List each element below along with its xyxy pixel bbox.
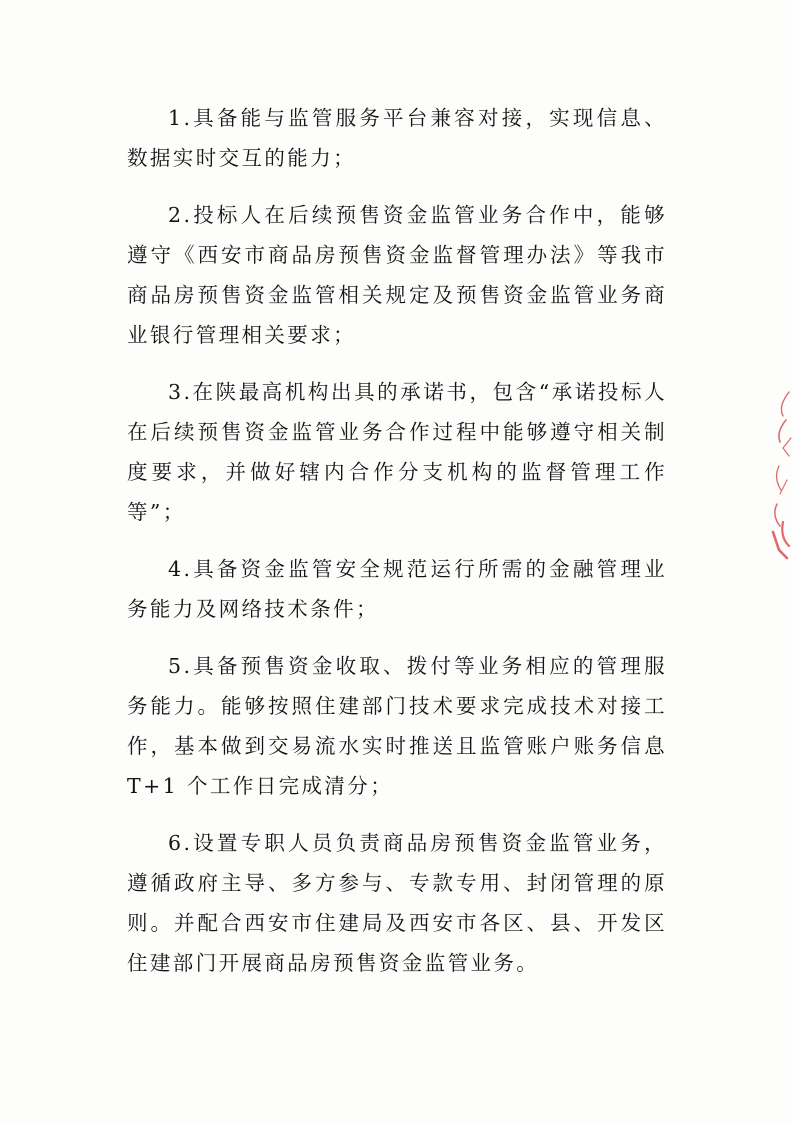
red-seal-fragment — [753, 382, 793, 567]
requirement-item-1: 1.具备能与监管服务平台兼容对接，实现信息、数据实时交互的能力； — [127, 106, 667, 170]
seal-fragment-graphic — [753, 382, 793, 567]
requirement-item-3: 3.在陕最高机构出具的承诺书，包含“承诺投标人在后续预售资金监管业务合作过程中能够遵守相关制度要求，并做好辖内合作分支机构的监督管理工作等”； — [127, 380, 667, 524]
requirement-item-4: 4.具备资金监管安全规范运行所需的金融管理业务能力及网络技术条件； — [127, 557, 667, 621]
requirement-item-6: 6.设置专职人员负责商品房预售资金监管业务，遵循政府主导、多方参与、专款专用、封闭管理的原则。并配合西安市住建局及西安市各区、县、开发区住建部门开展商品房预售资金监管业务。 — [127, 831, 667, 975]
requirements-list — [127, 98, 667, 983]
requirement-item-5: 5.具备预售资金收取、拨付等业务相应的管理服务能力。能够按照住建部门技术要求完成技术对接工作，基本做到交易流水实时推送且监管账户账务信息 T+1 个工作日完成清分； — [127, 654, 667, 798]
requirement-item-2: 2.投标人在后续预售资金监管业务合作中，能够遵守《西安市商品房预售资金监督管理办法》等我市商品房预售资金监管相关规定及预售资金监管业务商业银行管理相关要求； — [127, 203, 667, 347]
